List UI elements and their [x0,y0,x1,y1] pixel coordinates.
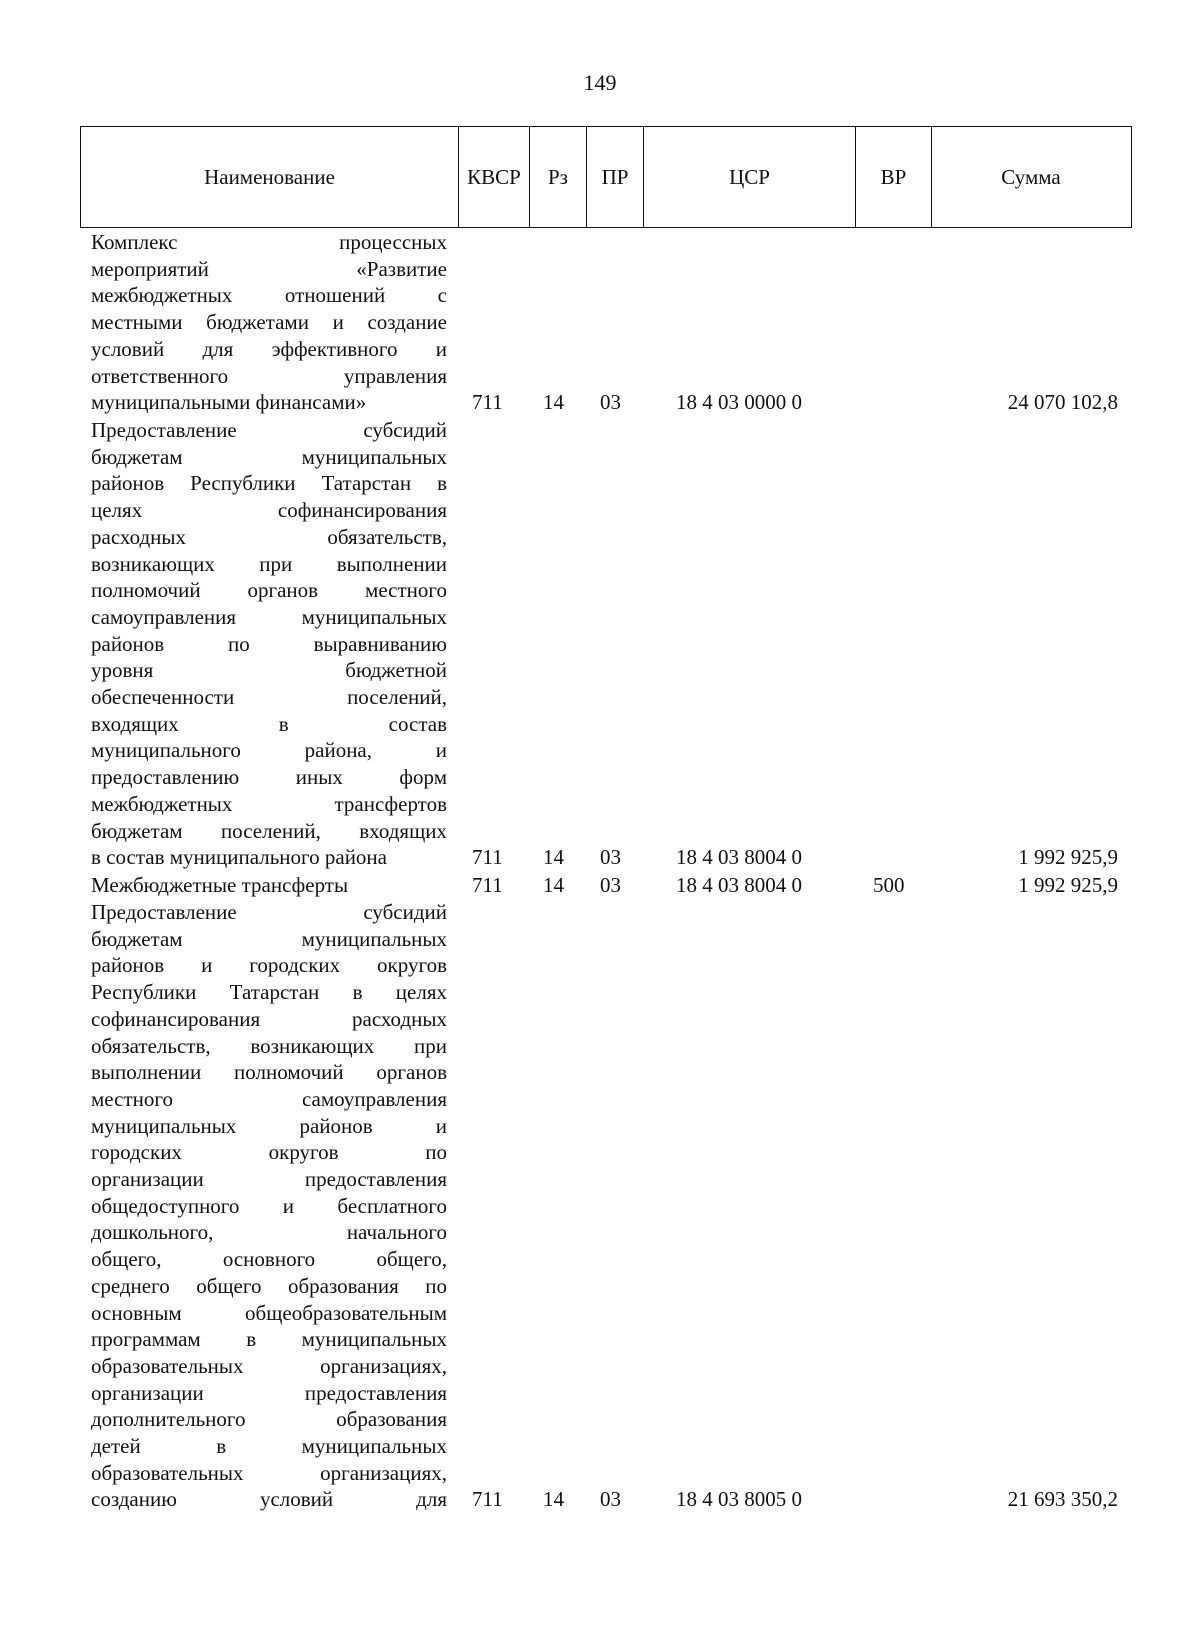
cell-kvsr: 711 [472,845,503,870]
name-line: условий для эффективного и [91,336,447,361]
cell-pr: 03 [600,845,621,870]
row-name [91,872,447,899]
name-line: общего, основного общего, [91,1247,447,1272]
cell-rz: 14 [543,390,564,415]
name-line: межбюджетных трансфертов [91,791,447,816]
page-number: 149 [583,70,617,95]
cell-csr: 18 4 03 8004 0 [676,873,802,898]
row-name [91,229,447,416]
name-line: расходных обязательств, [91,524,447,549]
name-line: уровня бюджетной [91,658,447,683]
header-name: Наименование [81,127,459,227]
table-row [0,872,1200,899]
cell-sum: 21 693 350,2 [1007,1487,1118,1512]
name-line: возникающих при выполнении [91,551,447,576]
cell-csr: 18 4 03 8004 0 [676,845,802,870]
cell-rz: 14 [543,873,564,898]
name-line: муниципальными финансами» [91,390,367,415]
name-line: целях софинансирования [91,498,447,523]
name-line: Предоставление субсидий [91,900,447,924]
name-line: образовательных организациях, [91,1353,447,1378]
header-csr: ЦСР [644,127,856,227]
cell-csr: 18 4 03 0000 0 [676,390,802,415]
table-row [0,229,1200,416]
name-line: общедоступного и бесплатного [91,1193,447,1218]
name-line: полномочий органов местного [91,578,447,603]
table-row [0,417,1200,871]
name-line: в состав муниципального района [91,845,387,870]
name-line: Комплекс процессных [91,230,447,254]
cell-rz: 14 [543,1487,564,1512]
cell-sum: 1 992 925,9 [1018,873,1118,898]
name-line: выполнении полномочий органов [91,1060,447,1085]
name-line: Предоставление субсидий [91,418,447,442]
table-header [80,126,1132,228]
name-line: мероприятий «Развитие [91,256,447,281]
name-line: предоставлению иных форм [91,765,447,790]
name-line: муниципальных районов и [91,1113,447,1138]
name-line: дошкольного, начального [91,1220,447,1245]
cell-csr: 18 4 03 8005 0 [676,1487,802,1512]
name-line: обязательств, возникающих при [91,1033,447,1058]
name-line: Республики Татарстан в целях [91,980,447,1005]
name-line: Межбюджетные трансферты [91,873,349,897]
name-line: районов и городских округов [91,953,447,978]
name-line: дополнительного образования [91,1407,447,1432]
name-line: обеспеченности поселений, [91,685,447,710]
name-line: бюджетам муниципальных [91,926,447,951]
header-sum: Сумма [1001,164,1061,189]
row-name [91,899,447,1513]
name-line: городских округов по [91,1140,447,1165]
cell-vr: 500 [873,873,905,898]
header-pr: ПР [587,127,644,227]
name-line: районов по выравниванию [91,631,447,656]
cell-kvsr: 711 [472,390,503,415]
name-line: бюджетам муниципальных [91,444,447,469]
cell-kvsr: 711 [472,1487,503,1512]
name-line: софинансирования расходных [91,1006,447,1031]
cell-pr: 03 [600,1487,621,1512]
cell-rz: 14 [543,845,564,870]
name-line: межбюджетных отношений с [91,283,447,308]
name-line: входящих в состав [91,711,447,736]
name-line: самоуправления муниципальных [91,604,447,629]
header-rz: Рз [530,127,587,227]
cell-pr: 03 [600,390,621,415]
name-line: созданию условий для [91,1487,447,1512]
cell-pr: 03 [600,873,621,898]
name-line: детей в муниципальных [91,1434,447,1459]
header-vr: ВР [856,127,932,227]
cell-sum: 24 070 102,8 [1007,390,1118,415]
cell-sum: 1 992 925,9 [1018,845,1118,870]
name-line: местными бюджетами и создание [91,310,447,335]
name-line: организации предоставления [91,1380,447,1405]
table-row [0,899,1200,1513]
name-line: программам в муниципальных [91,1327,447,1352]
header-kvsr: КВСР [459,127,530,227]
name-line: местного самоуправления [91,1086,447,1111]
cell-kvsr: 711 [472,873,503,898]
name-line: образовательных организациях, [91,1460,447,1485]
name-line: ответственного управления [91,363,447,388]
name-line: среднего общего образования по [91,1273,447,1298]
name-line: муниципального района, и [91,738,447,763]
name-line: бюджетам поселений, входящих [91,818,447,843]
name-line: основным общеобразовательным [91,1300,447,1325]
name-line: организации предоставления [91,1167,447,1192]
row-name [91,417,447,871]
name-line: районов Республики Татарстан в [91,471,447,496]
